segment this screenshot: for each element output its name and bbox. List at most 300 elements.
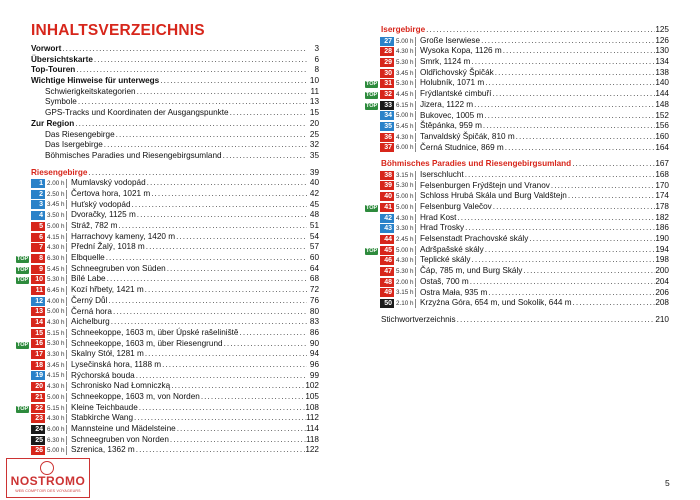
toc-tour-entry[interactable] — [31, 435, 319, 446]
dot-leader — [144, 349, 307, 360]
entry-label: Huťský vodopád — [71, 199, 131, 209]
toc-tour-entry[interactable] — [381, 213, 669, 224]
dot-leader — [484, 78, 655, 89]
entry-page-number: 86 — [309, 327, 319, 337]
entry-label: Felsenburg Valečov — [420, 202, 492, 211]
toc-tour-entry[interactable] — [17, 338, 319, 350]
entry-label: Lysečinská hora, 1188 m — [71, 359, 162, 369]
toc-entry[interactable] — [31, 65, 319, 76]
top-badge-slot — [16, 403, 30, 414]
entry-page-number: 42 — [309, 188, 319, 198]
tour-duration: 4.30 h — [47, 243, 67, 252]
tour-duration: 2.45 h — [396, 235, 416, 244]
toc-tour-entry[interactable] — [31, 349, 319, 360]
toc-entry[interactable] — [31, 130, 319, 141]
tour-number-badge: 21 — [31, 393, 45, 402]
entry-label: Böhmisches Paradies und Riesengebirgsumland — [381, 159, 572, 169]
toc-tour-entry[interactable] — [17, 253, 319, 264]
dot-leader — [469, 277, 656, 288]
entry-page-number: 45 — [309, 199, 319, 209]
tour-duration: 6.30 h — [47, 436, 67, 445]
tour-number-badge: 20 — [31, 382, 45, 391]
toc-tour-entry[interactable] — [31, 210, 319, 221]
tour-number-badge: 16 — [31, 339, 45, 348]
tour-duration: 2.50 h — [47, 190, 67, 199]
tour-number-badge: 2 — [31, 190, 45, 199]
toc-tour-entry[interactable] — [31, 424, 319, 435]
entry-label: Smrk, 1124 m — [420, 57, 471, 67]
dot-leader — [571, 159, 655, 170]
toc-tour-entry[interactable] — [381, 111, 669, 122]
entry-page-number: 134 — [655, 57, 669, 67]
dot-leader — [567, 191, 655, 202]
dot-leader — [135, 445, 306, 456]
tour-number-badge: 50 — [380, 299, 394, 308]
toc-tour-entry[interactable] — [381, 255, 669, 266]
entry-page-number: 105 — [305, 392, 319, 401]
tour-number-badge: 43 — [380, 224, 394, 233]
dot-leader — [146, 178, 307, 189]
tour-number-badge: 32 — [380, 90, 394, 99]
toc-tour-entry[interactable] — [381, 288, 669, 299]
entry-page-number: 126 — [655, 35, 669, 45]
toc-section-heading[interactable] — [31, 168, 319, 179]
dot-leader — [131, 200, 307, 211]
toc-entry[interactable] — [31, 119, 319, 130]
entry-label: Kleine Teichbaude — [71, 402, 138, 412]
toc-tour-entry[interactable] — [31, 445, 319, 456]
toc-tour-entry[interactable] — [31, 189, 319, 200]
tour-number-badge: 12 — [31, 297, 45, 306]
toc-section-heading[interactable] — [381, 25, 669, 36]
entry-label: Schneegruben von Norden — [71, 434, 169, 444]
toc-tour-entry[interactable] — [381, 132, 669, 143]
entry-label: Ostra Mała, 935 m — [420, 287, 488, 297]
page-number: 5 — [665, 478, 670, 488]
entry-label: Stráž, 782 m — [71, 221, 118, 230]
toc-tour-entry[interactable] — [381, 46, 669, 57]
entry-page-number: 76 — [309, 295, 319, 305]
toc-tour-entry[interactable] — [366, 244, 669, 256]
tour-duration: 2.00 h — [47, 179, 67, 188]
entry-page-number: 210 — [655, 314, 669, 324]
entry-page-number: 152 — [655, 110, 669, 120]
toc-tour-entry[interactable] — [366, 99, 669, 111]
toc-tour-entry[interactable] — [381, 181, 669, 192]
tour-duration: 5.30 h — [396, 58, 416, 67]
entry-label: Schronisko Nad Łomniczką — [71, 381, 171, 391]
entry-label: Übersichtskarte — [31, 54, 93, 64]
entry-page-number: 194 — [655, 244, 669, 254]
dot-leader — [572, 298, 656, 309]
tour-duration: 2.10 h — [396, 299, 416, 308]
toc-entry[interactable] — [31, 108, 319, 119]
tour-duration: 6.00 h — [47, 425, 67, 434]
entry-label: Černá hora — [71, 306, 112, 316]
dot-leader — [161, 360, 307, 371]
entry-page-number: 204 — [655, 276, 669, 286]
toc-tour-entry[interactable] — [381, 298, 669, 309]
dot-leader — [502, 46, 656, 57]
entry-label: Čertova hora, 1021 m — [71, 188, 151, 198]
dot-leader — [105, 253, 307, 264]
dot-leader — [494, 68, 656, 79]
entry-label: Ostaš, 700 m — [420, 276, 469, 286]
top-tour-badge: TOP — [366, 81, 378, 88]
top-badge-slot — [16, 274, 30, 285]
toc-tour-entry[interactable] — [31, 360, 319, 371]
entry-page-number: 39 — [309, 167, 319, 177]
dot-leader — [112, 307, 307, 318]
top-tour-badge: TOP — [17, 277, 29, 284]
tour-number-badge: 40 — [380, 192, 394, 201]
entry-page-number: 170 — [655, 180, 669, 190]
toc-tour-entry[interactable] — [17, 274, 319, 285]
toc-tour-entry[interactable] — [31, 307, 319, 318]
top-badge-slot — [16, 264, 30, 275]
top-badge-slot — [16, 339, 30, 350]
toc-tour-entry[interactable] — [31, 328, 319, 339]
dot-leader — [492, 202, 656, 213]
entry-label: Das Isergebirge — [45, 140, 103, 150]
dot-leader — [75, 65, 307, 76]
tour-duration: 4.30 h — [47, 382, 67, 391]
tour-number-badge: 30 — [380, 69, 394, 78]
entry-label: Stichwortverzeichnis — [381, 314, 456, 324]
toc-tour-entry[interactable] — [31, 285, 319, 296]
tour-number-badge: 49 — [380, 288, 394, 297]
tour-number-badge: 19 — [31, 371, 45, 380]
tour-duration: 4.30 h — [396, 47, 416, 56]
toc-entry[interactable] — [31, 55, 319, 66]
dot-leader — [456, 315, 656, 326]
toc-tour-entry[interactable] — [381, 223, 669, 234]
dot-leader — [470, 57, 655, 68]
dot-leader — [176, 424, 306, 435]
entry-page-number: 99 — [309, 370, 319, 380]
entry-page-number: 35 — [309, 150, 319, 160]
entry-page-number: 167 — [655, 159, 669, 169]
entry-label: Bílé Labe — [71, 274, 106, 284]
entry-label: Schloss Hrubá Skála und Burg Valdštejn — [420, 191, 567, 201]
toc-tour-entry[interactable] — [31, 317, 319, 328]
entry-label: Das Riesengebirge — [45, 129, 115, 139]
dot-leader — [471, 255, 656, 266]
entry-label: Schneekoppe, 1603 m, von Norden — [71, 392, 200, 401]
tour-number-badge: 48 — [380, 278, 394, 287]
tour-duration: 4.30 h — [396, 133, 416, 142]
tour-number-badge: 36 — [380, 133, 394, 142]
entry-label: Wichtige Hinweise für unterwegs — [31, 76, 160, 86]
tour-number-badge: 45 — [380, 246, 394, 255]
toc-tour-entry[interactable] — [17, 263, 319, 275]
entry-label: Schwierigkeitskategorien — [45, 86, 136, 96]
toc-tour-entry[interactable] — [381, 277, 669, 288]
logo-subtitle: WEB COMPTOIR DES VOYAGEURS — [15, 489, 81, 493]
tour-duration: 5.00 h — [47, 307, 67, 316]
toc-tour-entry[interactable] — [17, 402, 319, 414]
tour-duration: 5.00 h — [47, 446, 67, 455]
top-badge-slot — [16, 253, 30, 264]
entry-label: Aichelburg — [71, 317, 110, 327]
tour-duration: 6.30 h — [47, 254, 67, 263]
dot-leader — [103, 140, 307, 151]
toc-tour-entry[interactable] — [31, 200, 319, 211]
tour-number-badge: 11 — [31, 286, 45, 295]
tour-number-badge: 3 — [31, 200, 45, 209]
entry-page-number: 60 — [309, 253, 319, 263]
dot-leader — [138, 403, 306, 414]
entry-page-number: 122 — [305, 445, 319, 455]
entry-page-number: 125 — [655, 25, 669, 34]
dot-leader — [150, 189, 307, 200]
entry-page-number: 156 — [655, 121, 669, 131]
tour-number-badge: 34 — [380, 111, 394, 120]
tour-duration: 4.30 h — [47, 318, 67, 327]
top-tour-badge: TOP — [366, 205, 378, 211]
toc-tour-entry[interactable] — [31, 242, 319, 253]
tour-duration: 3.15 h — [396, 288, 416, 297]
entry-page-number: 208 — [655, 298, 669, 308]
tour-number-badge: 39 — [380, 181, 394, 190]
entry-label: Böhmisches Paradies und Riesengebirgsumland — [45, 150, 222, 160]
entry-page-number: 206 — [655, 287, 669, 297]
dot-leader — [200, 392, 306, 403]
page-title: INHALTSVERZEICHNIS — [31, 22, 205, 39]
entry-page-number: 108 — [305, 402, 319, 412]
entry-page-number: 186 — [655, 223, 669, 233]
entry-label: Vorwort — [31, 44, 62, 53]
tour-duration: 4.00 h — [47, 297, 67, 306]
tour-duration: 5.30 h — [47, 275, 67, 284]
dot-leader — [222, 151, 307, 162]
tour-duration: 3.15 h — [396, 171, 416, 180]
tour-duration: 3.30 h — [396, 224, 416, 233]
dot-leader — [484, 245, 656, 256]
entry-page-number: 13 — [309, 97, 319, 107]
toc-tour-entry[interactable] — [31, 413, 319, 424]
dot-leader — [223, 339, 307, 350]
toc-tour-entry[interactable] — [381, 36, 669, 47]
dot-leader — [169, 435, 306, 446]
entry-page-number: 11 — [310, 86, 319, 96]
toc-entry[interactable] — [31, 140, 319, 151]
tour-number-badge: 44 — [380, 235, 394, 244]
entry-page-number: 138 — [655, 67, 669, 77]
top-tour-badge: TOP — [366, 247, 378, 254]
toc-entry[interactable] — [31, 44, 319, 55]
tour-number-badge: 28 — [380, 47, 394, 56]
top-tour-badge: TOP — [17, 405, 29, 412]
dot-leader — [107, 296, 307, 307]
entry-label: Iserschlucht — [420, 169, 464, 179]
entry-label: Kozí hřbety, 1421 m — [71, 285, 144, 295]
globe-icon — [40, 461, 54, 475]
tour-number-badge: 4 — [31, 211, 45, 220]
dot-leader — [117, 221, 307, 232]
dot-leader — [487, 288, 655, 299]
entry-label: Riesengebirge — [31, 167, 88, 177]
dot-leader — [77, 97, 307, 108]
dot-leader — [115, 130, 307, 141]
entry-label: Teplické skály — [420, 255, 471, 265]
toc-tour-entry[interactable] — [381, 234, 669, 245]
entry-label: Schneekoppe, 1603 m, über Úpské rašeliniště — [71, 327, 239, 337]
toc-tour-entry[interactable] — [381, 191, 669, 202]
tour-duration: 3.45 h — [47, 361, 67, 370]
tour-duration: 3.50 h — [47, 211, 67, 220]
entry-page-number: 64 — [309, 263, 319, 273]
dot-leader — [136, 210, 307, 221]
tour-duration: 5.30 h — [396, 79, 416, 88]
entry-page-number: 200 — [655, 266, 669, 276]
toc-tour-entry[interactable] — [381, 266, 669, 277]
dot-leader — [61, 44, 307, 55]
toc-tour-entry[interactable] — [381, 143, 669, 154]
entry-page-number: 144 — [655, 89, 669, 99]
entry-page-number: 130 — [655, 46, 669, 56]
entry-page-number: 20 — [309, 118, 319, 128]
top-tour-badge: TOP — [17, 341, 29, 348]
toc-tour-entry[interactable] — [31, 221, 319, 232]
toc-tour-entry[interactable] — [366, 78, 669, 89]
entry-label: Štěpánka, 959 m — [420, 121, 482, 131]
entry-label: Isergebirge — [381, 25, 426, 34]
toc-tour-entry[interactable] — [31, 178, 319, 189]
top-tour-badge: TOP — [366, 102, 378, 109]
top-badge-slot — [365, 100, 379, 111]
tour-duration: 3.45 h — [396, 69, 416, 78]
tour-number-badge: 18 — [31, 361, 45, 370]
entry-page-number: 57 — [309, 242, 319, 252]
toc-tour-entry[interactable] — [31, 392, 319, 403]
top-tour-badge: TOP — [366, 92, 378, 99]
entry-label: Frýdlantské cimbuří — [420, 89, 492, 99]
dot-leader — [144, 285, 307, 296]
entry-label: GPS-Tracks und Koordinaten der Ausgangspunkte — [45, 108, 229, 118]
entry-label: Symbole — [45, 97, 77, 107]
toc-tour-entry[interactable] — [381, 57, 669, 68]
entry-label: Černý Důl — [71, 295, 108, 305]
toc-entry[interactable] — [31, 97, 319, 108]
dot-leader — [145, 242, 307, 253]
tour-number-badge: 42 — [380, 214, 394, 223]
tour-number-badge: 15 — [31, 329, 45, 338]
entry-label: Hrad Trosky — [420, 223, 465, 233]
tour-duration: 5.45 h — [396, 122, 416, 131]
tour-number-badge: 35 — [380, 122, 394, 131]
toc-entry[interactable] — [31, 151, 319, 162]
entry-page-number: 112 — [305, 413, 319, 423]
top-badge-slot — [365, 89, 379, 100]
tour-number-badge: 6 — [31, 233, 45, 242]
entry-label: Zur Region — [31, 118, 75, 128]
entry-page-number: 114 — [305, 424, 319, 434]
entry-page-number: 72 — [309, 285, 319, 295]
tour-duration: 5.15 h — [47, 404, 67, 413]
entry-label: Adršpašské skály — [420, 244, 484, 254]
tour-number-badge: 1 — [31, 179, 45, 188]
dot-leader — [166, 264, 307, 275]
dot-leader — [135, 371, 307, 382]
tour-number-badge: 17 — [31, 350, 45, 359]
toc-entry[interactable] — [31, 76, 319, 87]
entry-page-number: 102 — [305, 381, 319, 391]
toc-section-heading[interactable] — [381, 159, 669, 170]
tour-duration: 4.30 h — [396, 214, 416, 223]
entry-page-number: 80 — [309, 306, 319, 316]
toc-tour-entry[interactable] — [31, 296, 319, 307]
dot-leader — [491, 89, 655, 100]
entry-label: Harrachovy kameny, 1420 m — [71, 231, 176, 241]
logo-brand: NOSTROMO — [10, 474, 86, 488]
toc-tour-entry[interactable] — [31, 232, 319, 243]
entry-label: Tanvaldský Špičák, 810 m — [420, 131, 515, 141]
entry-label: Bukovec, 1005 m — [420, 110, 484, 120]
tour-duration: 5.30 h — [396, 267, 416, 276]
entry-label: Top-Touren — [31, 65, 76, 75]
toc-tour-entry[interactable] — [381, 121, 669, 132]
toc-tour-entry[interactable] — [381, 68, 669, 79]
toc-tour-entry[interactable] — [366, 89, 669, 100]
entry-page-number: 10 — [309, 76, 319, 86]
tour-number-badge: 31 — [380, 79, 394, 88]
toc-tour-entry[interactable] — [31, 371, 319, 382]
entry-page-number: 178 — [655, 202, 669, 211]
entry-page-number: 54 — [309, 231, 319, 241]
entry-page-number: 51 — [309, 221, 319, 230]
dot-leader — [175, 232, 307, 243]
entry-label: Černá Studnice, 869 m — [420, 142, 504, 152]
entry-label: Jizera, 1122 m — [420, 99, 474, 109]
entry-page-number: 182 — [655, 212, 669, 222]
entry-page-number: 48 — [309, 210, 319, 220]
dot-leader — [74, 119, 307, 130]
dot-leader — [483, 111, 655, 122]
entry-label: Hrad Kost — [420, 212, 457, 222]
dot-leader — [159, 76, 307, 87]
toc-tour-entry[interactable] — [366, 202, 669, 213]
tour-number-badge: 25 — [31, 436, 45, 445]
dot-leader — [464, 170, 656, 181]
top-tour-badge: TOP — [17, 256, 29, 263]
tour-duration: 5.30 h — [396, 181, 416, 190]
dot-leader — [170, 381, 305, 392]
entry-page-number: 94 — [309, 349, 319, 359]
entry-label: Krzyżna Góra, 654 m, und Sokolik, 644 m — [420, 298, 572, 308]
toc-tour-entry[interactable] — [31, 381, 319, 392]
dot-leader — [110, 317, 307, 328]
entry-page-number: 6 — [314, 54, 319, 64]
dot-leader — [136, 87, 307, 98]
toc-entry[interactable] — [381, 315, 669, 326]
tour-number-badge: 7 — [31, 243, 45, 252]
tour-number-badge: 29 — [380, 58, 394, 67]
dot-leader — [482, 121, 655, 132]
toc-entry[interactable] — [31, 87, 319, 98]
toc-right-column — [366, 25, 669, 326]
dot-leader — [425, 25, 655, 36]
tour-duration: 6.15 h — [396, 101, 416, 110]
tour-duration: 5.45 h — [47, 265, 67, 274]
entry-page-number: 8 — [314, 65, 319, 75]
dot-leader — [528, 234, 655, 245]
tour-duration: 5.00 h — [396, 246, 416, 255]
toc-tour-entry[interactable] — [381, 170, 669, 181]
entry-page-number: 40 — [309, 178, 319, 188]
entry-page-number: 168 — [655, 169, 669, 179]
entry-page-number: 3 — [314, 44, 319, 53]
